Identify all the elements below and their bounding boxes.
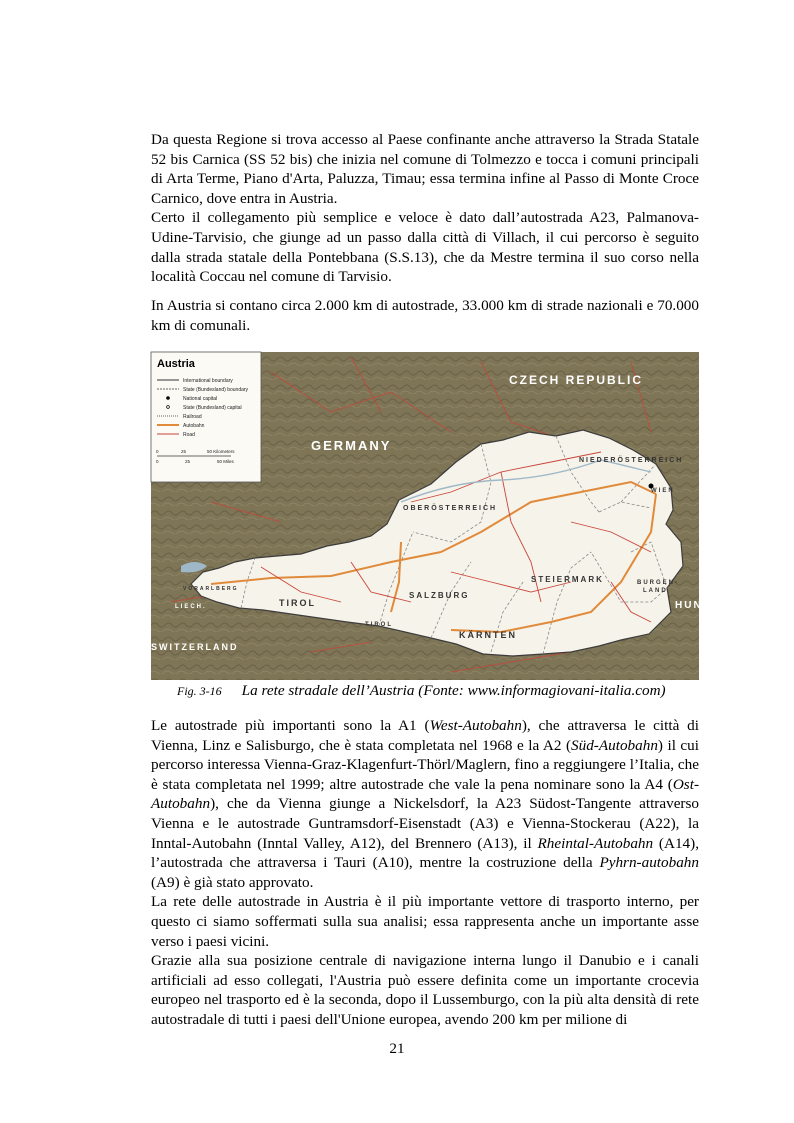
scale-km-25: 25 xyxy=(181,449,187,454)
label-burgenland-2: LAND xyxy=(643,588,668,594)
label-steiermark: STEIERMARK xyxy=(531,575,604,584)
label-salzburg: SALZBURG xyxy=(409,591,470,600)
legend-item: National capital xyxy=(183,396,218,402)
scale-mi-0: 0 xyxy=(156,459,159,464)
label-burgenland-1: BURGEN- xyxy=(637,580,679,586)
text-run: ) il cui percorso interessa Vienna-Graz-Klagenfurt-Thörl/Maglern, fino a reggiungere l’Italia, che è stata completata nel 1999; altre autostrade che vale la pena nominare sono la A4 ( xyxy=(151,736,699,793)
text-run: (A14), l’autostrada che attraversa i Tauri (A10), mentre la costruzione della xyxy=(151,834,699,872)
label-vorarlberg: VORARLBERG xyxy=(183,586,239,592)
text-run: Le autostrade più importanti sono la A1 ( xyxy=(151,717,430,734)
intro-paragraphs xyxy=(151,130,699,287)
text-run: (A9) è già stato approvato. xyxy=(151,873,314,891)
main-paragraphs xyxy=(151,716,699,1030)
label-liechtenstein: LIECH. xyxy=(175,604,207,610)
italic-run: West-Autobahn xyxy=(429,717,522,734)
label-kaernten: KÄRNTEN xyxy=(459,630,517,640)
scale-mi-50: 50 Miles xyxy=(217,459,234,464)
legend-item: Autobahn xyxy=(183,423,205,429)
paragraph-autobahns xyxy=(151,716,699,892)
label-czech-republic: CZECH REPUBLIC xyxy=(509,373,644,387)
paragraph-ss52: Da questa Regione si trova accesso al Paese confinante anche attraverso la Strada Statale 52 bis Carnica (SS 52 bis) che inizia nel comune di Tolmezzo e tocca i comuni principali di Arta Terme, Piano d'Arta, Paluzza, Timau; essa termina infine al Passo di Monte Croce Carnico, dove entra in Austria. xyxy=(151,131,699,207)
italic-run: Ost-Autobahn xyxy=(151,775,699,813)
label-niederoesterreich: NIEDERÖSTERREICH xyxy=(579,457,684,464)
paragraph-a23: Certo il collegamento più semplice e veloce è dato dall’autostrada A23, Palmanova-Udine-Tarvisio, che giunge ad un passo dalla città di Villach, il cui percorso è seguito dalla strada statale della Pontebbana (S.S.13), che da Mestre termina il suo corso nella località Coccau nel comune di Tarvisio. xyxy=(151,209,699,286)
italic-run: Rheintal-Autobahn xyxy=(537,834,654,852)
label-tirol: TIROL xyxy=(279,598,316,608)
label-wien: WIEN xyxy=(651,488,675,494)
italic-run: Pyhrn-autobahn xyxy=(599,854,699,872)
paragraph-network-importance: La rete delle autostrade in Austria è il più importante vettore di trasporto interno, per questo ci siamo soffermati sulla sua analisi; essa rappresenta anche un importante asse verso i paesi vicini. xyxy=(151,893,699,950)
legend-item: Railroad xyxy=(183,414,202,420)
figure-number: Fig. 3-16 xyxy=(177,684,222,698)
vienna-capital-marker xyxy=(649,484,654,489)
legend-item: State (Bundesland) capital xyxy=(183,405,242,411)
figure-caption-text: La rete stradale dell’Austria (Fonte: www.informagiovani-italia.com) xyxy=(241,682,666,699)
label-oberoesterreich: OBERÖSTERREICH xyxy=(403,505,498,512)
map-legend xyxy=(151,352,261,482)
scale-mi-25: 25 xyxy=(185,459,191,464)
legend-title: Austria xyxy=(157,358,195,370)
legend-item: International boundary xyxy=(183,378,233,384)
scale-km-0: 0 xyxy=(156,449,159,454)
label-switzerland: SWITZERLAND xyxy=(151,642,239,652)
scale-km-50: 50 Kilometers xyxy=(207,449,235,454)
legend-item: State (Bundesland) boundary xyxy=(183,387,249,393)
figure-caption xyxy=(151,682,699,700)
page-number: 21 xyxy=(389,1040,405,1057)
italic-run: Süd-Autobahn xyxy=(571,736,658,754)
text-run: ), che attraversa le città di Vienna, Linz e Salisburgo, che è stata completata nel 1968 e la A2 ( xyxy=(151,717,699,754)
legend-item: Road xyxy=(183,432,195,438)
stats-paragraph-block xyxy=(151,296,699,335)
paragraph-danube-position: Grazie alla sua posizione centrale di navigazione interna lungo il Danubio e i canali artificiali ad esso collegati, l'Austria può essere definita come un importante crocevia europeo nel trasporto ed è la seconda, dopo il Lussemburgo, con la più alta densità di rete autostradale di tutti i paesi dell'Unione europea, avendo 200 km per milione di xyxy=(151,952,699,1028)
text-run: ), che da Vienna giunge a Nickelsdorf, la A23 Südost-Tangente attraverso Vienna e le autostrade Guntramsdorf-Eisenstadt (A3) e Vienna-Stockerau (A22), la Inntal-Autobahn (Inntal Valley, A12), del Brennero (A13), il xyxy=(151,795,699,852)
label-hungary: HUN xyxy=(675,600,703,611)
label-germany: GERMANY xyxy=(311,438,392,453)
label-tirol-east: TIROL xyxy=(365,622,393,628)
paragraph-road-stats: In Austria si contano circa 2.000 km di autostrade, 33.000 km di strade nazionali e 70.000 km di comunali. xyxy=(151,297,699,334)
austria-road-map xyxy=(151,352,703,680)
